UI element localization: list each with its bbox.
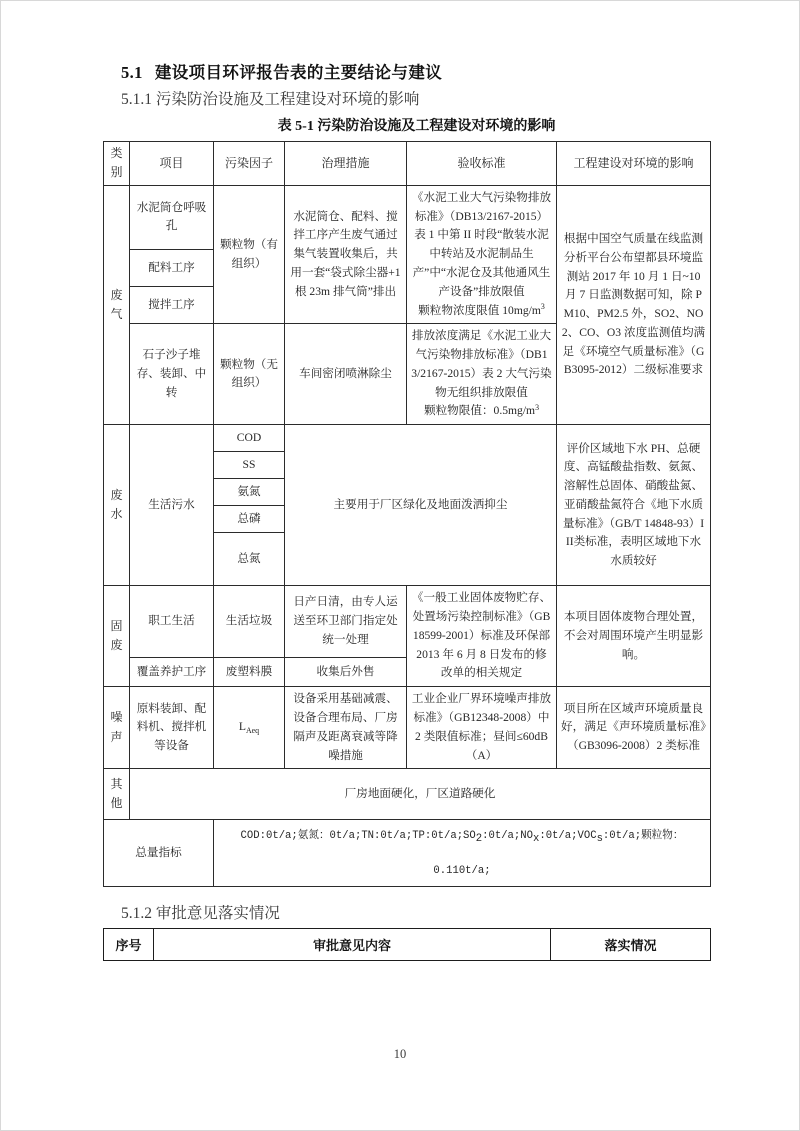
pollutant-cod: COD bbox=[214, 425, 285, 452]
subsection-heading-511 bbox=[121, 87, 710, 109]
table-row bbox=[104, 769, 711, 820]
acceptance-noise: 工业企业厂界环境噪声排放标准》（GB12348-2008）中 2 类限值标准；昼间≤60dB（A） bbox=[407, 687, 557, 769]
header-serial-number: 序号 bbox=[104, 929, 154, 961]
pollutant-ss: SS bbox=[214, 452, 285, 479]
subsection-heading-512 bbox=[121, 901, 710, 923]
project-domestic-sewage: 生活污水 bbox=[130, 425, 214, 586]
total-indicators-sub-nox: x bbox=[532, 833, 540, 846]
pollutant-laeq-sub: Aeq bbox=[245, 725, 260, 735]
table-row bbox=[104, 425, 711, 452]
acceptance-fugitive bbox=[407, 324, 557, 425]
total-indicators-line2: 0.110t/a; bbox=[433, 865, 491, 878]
section-heading bbox=[121, 59, 710, 83]
subsection-number-511: 5.1.1 bbox=[121, 91, 152, 108]
category-other: 其 他 bbox=[104, 769, 130, 820]
total-indicators-sub-so2: 2 bbox=[475, 833, 483, 846]
page-content bbox=[103, 59, 710, 961]
pollutant-particulate-organized: 颗粒物（有组织） bbox=[214, 185, 285, 323]
acceptance-organized bbox=[407, 185, 557, 323]
project-staff-life: 职工生活 bbox=[130, 586, 214, 658]
header-implementation-status: 落实情况 bbox=[551, 929, 711, 961]
impact-noise: 项目所在区域声环境质量良好，满足《声环境质量标准》（GB3096-2008）2 类标准 bbox=[557, 687, 711, 769]
header-acceptance: 验收标准 bbox=[407, 142, 557, 186]
table-row bbox=[104, 687, 711, 769]
measures-waste-water: 主要用于厂区绿化及地面泼洒抑尘 bbox=[285, 425, 557, 586]
category-waste-water: 废 水 bbox=[104, 425, 130, 586]
acceptance-fugitive-limit: 颗粒物限值：0.5mg/m bbox=[423, 404, 536, 418]
project-aggregate-storage: 石子沙子堆存、装卸、中转 bbox=[130, 324, 214, 425]
measures-fugitive: 车间密闭喷淋除尘 bbox=[285, 324, 407, 425]
subsection-title-511: 污染防治设施及工程建设对环境的影响 bbox=[155, 91, 420, 108]
table-header-row bbox=[104, 142, 711, 186]
pollution-control-table bbox=[103, 141, 711, 887]
measures-organized: 水泥筒仓、配料、搅拌工序产生废气通过集气装置收集后，共用一套“袋式除尘器+1 根 23m 排气筒”排出 bbox=[285, 185, 407, 323]
acceptance-organized-text: 《水泥工业大气污染物排放标准》（DB13/2167-2015）表 1 中第 II 时段“散装水泥中转站及水泥制品生产”中“水泥仓及其他通风生产设备”排放限值 bbox=[411, 190, 552, 298]
project-cement-silo-vent: 水泥筒仓呼吸孔 bbox=[130, 185, 214, 249]
project-mixing-process: 搅拌工序 bbox=[130, 287, 214, 324]
total-indicators-label: 总量指标 bbox=[104, 820, 214, 887]
table-caption: 表 5-1 污染防治设施及工程建设对环境的影响 bbox=[277, 119, 556, 134]
acceptance-organized-limit-sup: 3 bbox=[540, 302, 545, 312]
project-covering-curing: 覆盖养护工序 bbox=[130, 657, 214, 686]
pollutant-laeq-main: L bbox=[238, 720, 246, 734]
page-number: 10 bbox=[393, 1047, 407, 1061]
section-title: 建设项目环评报告表的主要结论与建议 bbox=[154, 63, 443, 82]
acceptance-organized-limit: 颗粒物浓度限值 10mg/m bbox=[418, 303, 541, 317]
category-waste-gas: 废 气 bbox=[104, 185, 130, 424]
category-solid-waste: 固 废 bbox=[104, 586, 130, 687]
subsection-number-512: 5.1.2 bbox=[121, 905, 152, 923]
acceptance-solid-waste: 《一般工业固体废物贮存、处置场污染控制标准》（GB 18599-2001）标准及环保部 2013 年 6 月 8 日发布的修改单的相关规定 bbox=[407, 586, 557, 687]
acceptance-fugitive-limit-sup: 3 bbox=[535, 403, 540, 413]
other-content: 厂房地面硬化，厂区道路硬化 bbox=[130, 769, 711, 820]
pollutant-laeq bbox=[214, 687, 285, 769]
pollutant-ammonia-nitrogen: 氨氮 bbox=[214, 479, 285, 506]
acceptance-fugitive-text: 排放浓度满足《水泥工业大气污染物排放标准》（DB13/2167-2015）表 2 大气污染物无组织排放限值 bbox=[411, 329, 552, 399]
pollutant-domestic-garbage: 生活垃圾 bbox=[214, 586, 285, 658]
project-batching-process: 配料工序 bbox=[130, 250, 214, 287]
total-indicators-line1-a: COD:0t/a;氨氮：0t/a;TN:0t/a;TP:0t/a;SO bbox=[240, 830, 476, 843]
total-indicators-line1-b: :0t/a;NO bbox=[482, 830, 533, 843]
table-row bbox=[104, 586, 711, 658]
pollutant-total-phosphorus: 总磷 bbox=[214, 506, 285, 533]
total-indicators-line1-d: :0t/a;颗粒物： bbox=[602, 830, 684, 843]
total-indicators-line1-c: :0t/a;VOC bbox=[539, 830, 597, 843]
header-impact: 工程建设对环境的影响 bbox=[557, 142, 711, 186]
section-number: 5.1 bbox=[121, 63, 143, 82]
measures-garbage: 日产日清，由专人运送至环卫部门指定处统一处理 bbox=[285, 586, 407, 658]
impact-solid-waste: 本项目固体废物合理处置，不会对周围环境产生明显影响。 bbox=[557, 586, 711, 687]
pollutant-waste-plastic-film: 废塑料膜 bbox=[214, 657, 285, 686]
pollutant-total-nitrogen: 总氮 bbox=[214, 533, 285, 586]
header-approval-content: 审批意见内容 bbox=[154, 929, 551, 961]
pollutant-particulate-fugitive: 颗粒物（无组织） bbox=[214, 324, 285, 425]
table2-header-row bbox=[104, 929, 711, 961]
header-category: 类 别 bbox=[104, 142, 130, 186]
category-noise: 噪 声 bbox=[104, 687, 130, 769]
impact-waste-water: 评价区域地下水 PH、总硬度、高锰酸盐指数、氨氮、溶解性总固体、硝酸盐氮、亚硝酸盐氮符合《地下水质量标准》（GB/T 14848-93）III类标准，表明区域地下水水质较好 bbox=[557, 425, 711, 586]
measures-plastic-film: 收集后外售 bbox=[285, 657, 407, 686]
approval-opinions-table bbox=[103, 928, 711, 961]
header-project: 项目 bbox=[130, 142, 214, 186]
impact-waste-gas: 根据中国空气质量在线监测分析平台公布望都县环境监测站 2017 年 10 月 1 日~10 月 7 日监测数据可知，除 PM10、PM2.5 外，SO2、NO2、CO、O3 浓度监测值均满足《环境空气质量标准》（GB3095-2012）二级标准要求 bbox=[557, 185, 711, 424]
measures-noise: 设备采用基础减震、设备合理布局、厂房隔声及距离衰减等降噪措施 bbox=[285, 687, 407, 769]
project-noise-equipment: 原料装卸、配料机、搅拌机等设备 bbox=[130, 687, 214, 769]
header-pollutant: 污染因子 bbox=[214, 142, 285, 186]
total-indicators-sub-vocs: s bbox=[596, 833, 603, 846]
total-indicators-value bbox=[214, 820, 711, 887]
subsection-title-512: 审批意见落实情况 bbox=[155, 905, 280, 923]
header-measures: 治理措施 bbox=[285, 142, 407, 186]
table-row bbox=[104, 185, 711, 249]
table-row bbox=[104, 820, 711, 887]
